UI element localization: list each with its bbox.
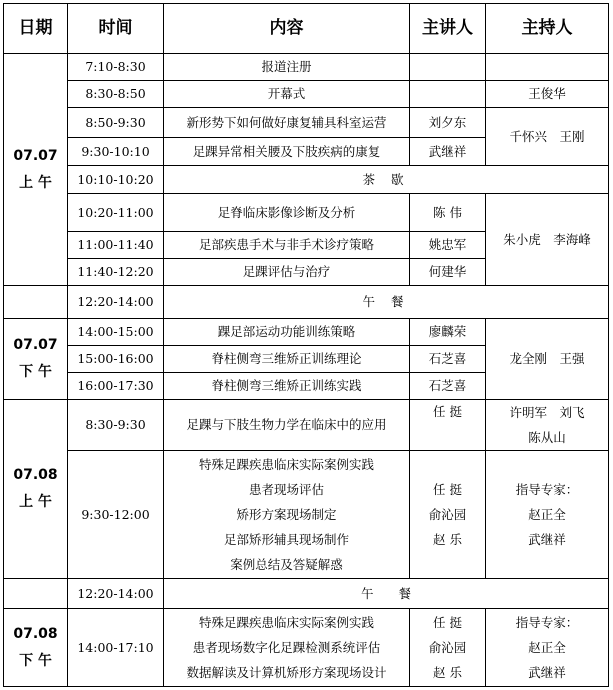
time-cell: 10:10-10:20 [68,166,164,194]
speaker-name: 任 挺 [433,615,462,630]
speaker-cell: 陈 伟 [410,194,486,232]
content-line: 案例总结及答疑解惑 [230,557,343,572]
table-row [4,54,609,81]
host-cell [486,609,609,687]
table-row [4,579,609,609]
header-time: 时间 [68,4,164,54]
host-name: 武继祥 [528,532,566,547]
time-cell: 12:20-14:00 [68,286,164,319]
speaker-cell: 何建华 [410,259,486,286]
table-row [4,319,609,346]
table-row [4,166,609,194]
content-cell: 报道注册 [164,54,410,81]
host-cell: 王俊华 [486,81,609,108]
period-label: 上 午 [19,174,52,191]
content-line: 矫形方案现场制定 [236,507,337,522]
period-label: 下 午 [19,652,52,669]
time-cell: 11:40-12:20 [68,259,164,286]
time-cell: 12:20-14:00 [68,579,164,609]
content-cell: 新形势下如何做好康复辅具科室运营 [164,108,410,138]
speaker-name: 俞沁园 [428,507,467,522]
content-line: 特殊足踝疾患临床实际案例实践 [198,457,374,472]
date-cell [4,286,68,319]
table-row [4,81,609,108]
time-cell: 14:00-17:10 [68,609,164,687]
content-line: 患者现场数字化足踝检测系统评估 [192,640,381,655]
header-content: 内容 [164,4,410,54]
speaker-cell: 任 挺 [410,400,486,451]
speaker-name: 任 挺 [433,482,462,497]
speaker-cell: 武继祥 [410,138,486,166]
speaker-cell [410,609,486,687]
time-cell: 8:30-9:30 [68,400,164,451]
date-cell [4,579,68,609]
host-cell: 朱小虎 李海峰 [486,194,609,286]
date-label: 07.08 [13,625,58,642]
content-cell: 足踝异常相关腰及下肢疾病的康复 [164,138,410,166]
date-cell [4,609,68,687]
speaker-cell [410,451,486,579]
table-row [4,400,609,451]
speaker-cell: 廖麟荣 [410,319,486,346]
time-cell: 14:00-15:00 [68,319,164,346]
date-cell [4,400,68,579]
content-cell: 足踝与下肢生物力学在临床中的应用 [164,400,410,451]
content-line: 数据解读及计算机矫形方案现场设计 [186,665,387,680]
host-name: 许明军 刘飞 [509,405,585,420]
host-cell [486,400,609,451]
speaker-cell: 姚忠军 [410,232,486,259]
host-cell [486,451,609,579]
speaker-name: 赵 乐 [433,665,462,680]
host-label: 指导专家： [515,482,579,497]
header-host: 主持人 [486,4,609,54]
speaker-cell: 石芝喜 [410,346,486,373]
content-line: 足部矫形辅具现场制作 [223,532,349,547]
table-row [4,286,609,319]
time-cell: 10:20-11:00 [68,194,164,232]
time-cell: 8:50-9:30 [68,108,164,138]
speaker-cell [410,54,486,81]
speaker-name: 赵 乐 [433,532,462,547]
date-cell [4,54,68,286]
break-cell: 茶 歇 [164,166,609,194]
content-cell: 足脊临床影像诊断及分析 [164,194,410,232]
table-row [4,451,609,579]
host-name: 武继祥 [528,665,566,680]
host-cell: 千怀兴 王刚 [486,108,609,166]
speaker-cell: 石芝喜 [410,373,486,400]
time-cell: 7:10-8:30 [68,54,164,81]
time-cell: 9:30-10:10 [68,138,164,166]
time-cell: 16:00-17:30 [68,373,164,400]
break-cell: 午 餐 [164,579,609,609]
content-cell: 开幕式 [164,81,410,108]
header-speaker: 主讲人 [410,4,486,54]
speaker-name: 俞沁园 [428,640,467,655]
content-line: 特殊足踝疾患临床实际案例实践 [198,615,374,630]
time-cell: 11:00-11:40 [68,232,164,259]
date-label: 07.07 [13,147,58,164]
date-label: 07.08 [13,467,58,484]
speaker-cell [410,81,486,108]
schedule-table [3,3,609,687]
content-cell: 足部疾患手术与非手术诊疗策略 [164,232,410,259]
table-row [4,108,609,138]
host-name: 赵正全 [528,507,566,522]
host-name: 陈从山 [528,430,566,445]
header-row [4,4,609,54]
table-row [4,609,609,687]
host-label: 指导专家： [515,615,579,630]
period-label: 下 午 [19,364,52,380]
table-row [4,194,609,232]
time-cell: 15:00-16:00 [68,346,164,373]
speaker-cell: 刘夕东 [410,108,486,138]
host-cell: 龙全刚 王强 [486,319,609,400]
header-date: 日期 [4,4,68,54]
content-cell: 脊柱侧弯三维矫正训练实践 [164,373,410,400]
break-cell: 午 餐 [164,286,609,319]
date-label: 07.07 [13,337,58,354]
content-cell [164,451,410,579]
host-name: 赵正全 [528,640,566,655]
content-cell: 踝足部运动功能训练策略 [164,319,410,346]
time-cell: 8:30-8:50 [68,81,164,108]
content-cell: 足踝评估与治疗 [164,259,410,286]
content-cell [164,609,410,687]
date-cell [4,319,68,400]
time-cell: 9:30-12:00 [68,451,164,579]
content-cell: 脊柱侧弯三维矫正训练理论 [164,346,410,373]
period-label: 上 午 [19,494,52,510]
host-cell [486,54,609,81]
content-line: 患者现场评估 [248,482,324,497]
